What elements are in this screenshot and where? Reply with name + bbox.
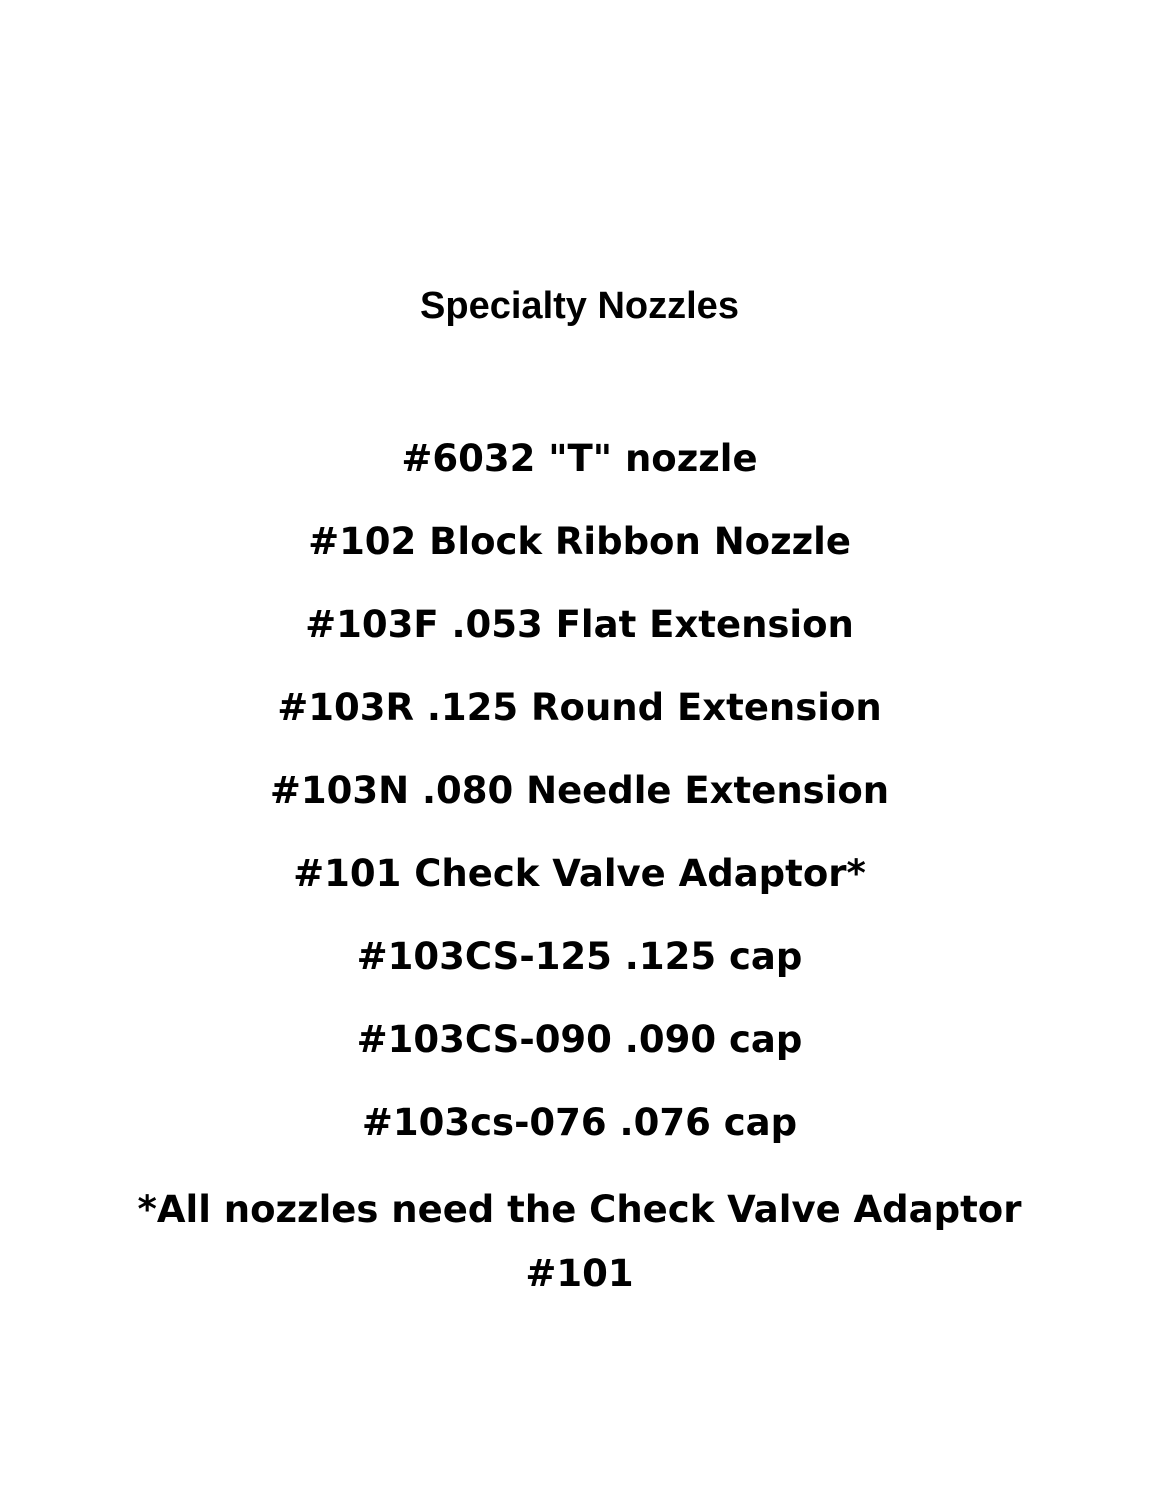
footnote-line-2: #101	[525, 1252, 634, 1295]
footnote	[0, 1178, 1159, 1306]
page-title: Specialty Nozzles	[420, 285, 739, 327]
list-item: #103CS-090 .090 cap	[356, 1018, 803, 1061]
list-item: #101 Check Valve Adaptor*	[293, 852, 866, 895]
footnote-line-1: *All nozzles need the Check Valve Adaptor	[137, 1188, 1022, 1231]
list-item: #6032 "T" nozzle	[401, 437, 758, 480]
list-item: #103R .125 Round Extension	[277, 686, 882, 729]
list-item: #103cs-076 .076 cap	[361, 1101, 798, 1144]
list-item: #102 Block Ribbon Nozzle	[308, 520, 851, 563]
list-item: #103CS-125 .125 cap	[356, 935, 803, 978]
list-item: #103F .053 Flat Extension	[305, 603, 854, 646]
nozzle-list	[0, 434, 1159, 1181]
list-item: #103N .080 Needle Extension	[269, 769, 890, 812]
